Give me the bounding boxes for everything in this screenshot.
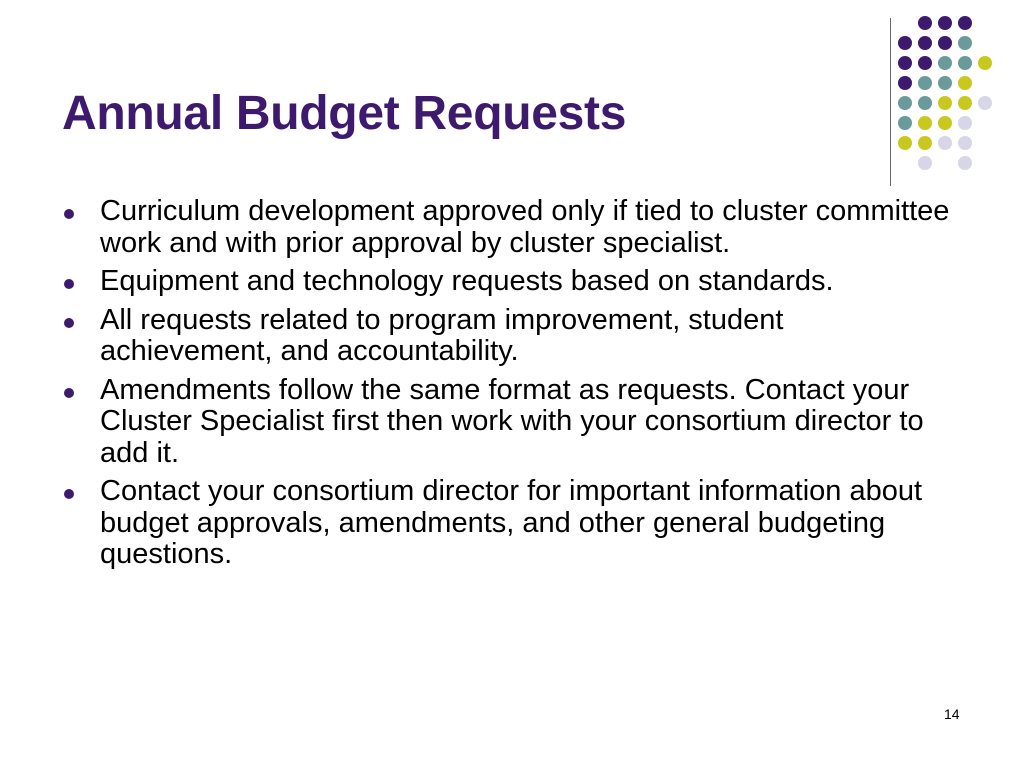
bullet-icon bbox=[64, 209, 74, 219]
decorative-dot-icon bbox=[938, 16, 952, 30]
decorative-dot-icon bbox=[898, 56, 912, 70]
bullet-icon bbox=[64, 388, 74, 398]
decorative-dot-icon bbox=[958, 56, 972, 70]
bullet-icon bbox=[64, 489, 74, 499]
decorative-dot-icon bbox=[958, 156, 972, 170]
bullet-item bbox=[62, 305, 962, 368]
decorative-dot-icon bbox=[918, 96, 932, 110]
decorative-dot-icon bbox=[918, 16, 932, 30]
decorative-dot-icon bbox=[958, 36, 972, 50]
decorative-dot-icon bbox=[958, 96, 972, 110]
decorative-dot-icon bbox=[898, 36, 912, 50]
bullet-icon bbox=[64, 279, 74, 289]
decorative-dot-icon bbox=[898, 76, 912, 90]
decorative-dot-icon bbox=[978, 56, 992, 70]
decorative-dot-icon bbox=[958, 76, 972, 90]
bullet-text: Amendments follow the same format as requests. Contact your Cluster Specialist first then work with your consortium director to add it. bbox=[100, 373, 924, 469]
decorative-dot-icon bbox=[958, 16, 972, 30]
decorative-dot-icon bbox=[938, 96, 952, 110]
bullet-item bbox=[62, 375, 962, 470]
bullet-text: Contact your consortium director for important information about budget approvals, amendments, and other general budgeting questions. bbox=[100, 475, 923, 570]
decorative-dot-icon bbox=[918, 36, 932, 50]
decorative-dot-icon bbox=[918, 156, 932, 170]
decorative-dot-icon bbox=[898, 96, 912, 110]
decorative-dot-icon bbox=[938, 36, 952, 50]
decorative-dot-icon bbox=[918, 136, 932, 150]
decorative-dot-icon bbox=[918, 56, 932, 70]
decorative-dot-icon bbox=[898, 136, 912, 150]
bullet-text: Equipment and technology requests based on standards. bbox=[100, 265, 834, 297]
decorative-dot-icon bbox=[918, 76, 932, 90]
decorative-dot-icon bbox=[938, 76, 952, 90]
slide-title: Annual Budget Requests bbox=[62, 87, 627, 140]
decorative-dot-icon bbox=[938, 136, 952, 150]
decorative-dot-icon bbox=[938, 116, 952, 130]
decorative-dot-icon bbox=[898, 116, 912, 130]
bullet-item bbox=[62, 476, 962, 571]
decorative-dot-icon bbox=[958, 116, 972, 130]
bullet-list bbox=[62, 196, 962, 578]
bullet-item bbox=[62, 266, 962, 298]
decorative-divider-line bbox=[890, 18, 891, 186]
decorative-dot-icon bbox=[918, 116, 932, 130]
bullet-text: Curriculum development approved only if tied to cluster committee work and with prior approval by cluster specialist. bbox=[100, 195, 950, 259]
decorative-dot-icon bbox=[958, 136, 972, 150]
bullet-icon bbox=[64, 318, 74, 328]
bullet-text: All requests related to program improvement, student achievement, and accountability. bbox=[100, 303, 784, 367]
decorative-dot-icon bbox=[938, 56, 952, 70]
decorative-dot-icon bbox=[978, 96, 992, 110]
slide-number: 14 bbox=[944, 706, 960, 722]
bullet-item bbox=[62, 196, 962, 259]
